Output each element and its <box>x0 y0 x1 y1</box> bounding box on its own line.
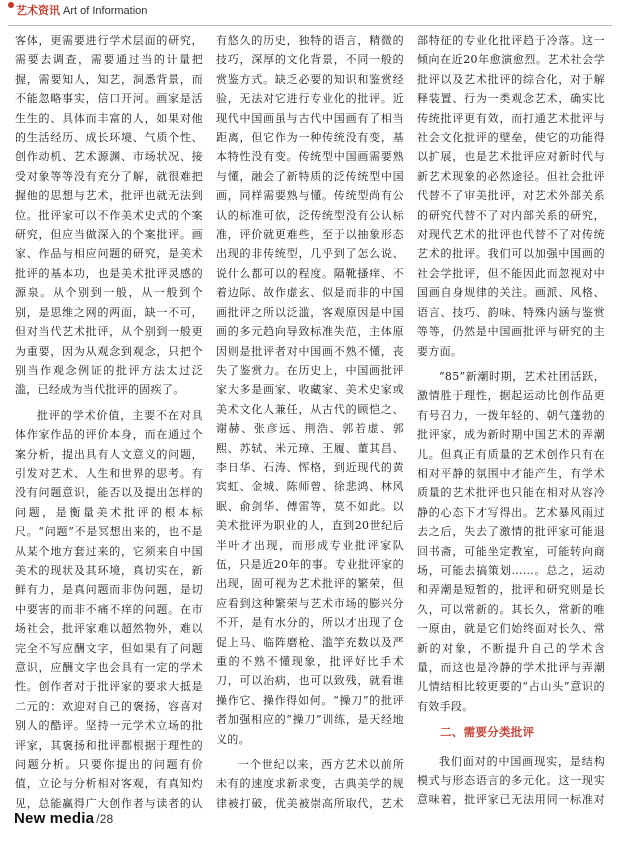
body-paragraph: 部特征的专业化批评趋于冷落。这一倾向在近20年愈演愈烈。艺术社会学批评以及艺术批评的综合化，对于解释装置、行为一类观念艺术，确实比传统批评更有效，而打通艺术批评与社会文化批评的壁垒，使它的功能得以扩展，也是艺术批评应对新时代与新艺术现象的必然途径。但社会批评代替不了审美批评，对艺术外部关系的研究代替不了对内部关系的研究，对现代艺术的批评也代替不了对传统艺术的批评。我们可以加强中国画的社会学批评，但不能因此而忽视对中国画自身规律的关注。画派、风格、语言、技巧、韵味、特殊内涵与鉴赏等等，仍然是中国画批评与研究的主要方面。 <box>417 34 605 358</box>
section-name-cn: 艺术资讯 <box>16 5 60 17</box>
body-paragraph: 我们面对的中国画现实，是结构模式与形态语言的多元化。这一现实意味着，批评家已无法用同一标准对 <box>417 754 605 807</box>
text-column-3 <box>417 31 605 811</box>
text-column-1 <box>15 31 203 811</box>
page-header <box>0 0 620 26</box>
page-number: 28 <box>99 812 114 826</box>
magazine-brand: New media <box>14 810 95 827</box>
body-paragraph: 有悠久的历史，独特的语言，精微的技巧，深厚的文化背景，不同一般的赏鉴方式。缺乏必要的知识和鉴赏经验，无法对它进行专业化的批评。近现代中国画虽与古代中国画有了相当距离，但它作为一种传统没有变，基本特性没有变。传统型中国画需要熟与懂，融会了新特质的泛传统型中国画，同样需要熟与懂。传统型尚有公认的标准可依，泛传统型没有公认标准，评价就更难些，至于以抽象形态出现的非传统型，几乎到了怎么说、说什么都可以的程度。隔靴搔痒、不着边际、故作虚玄、似是而非的中国画批评之所以泛滥，客观原因是中国画的多元趋向导致标准失范，主体原因则是批评者对中国画不熟不懂，丧失了鉴赏力。在历史上，中国画批评家大多是画家、收藏家、美术史家或美术文化人兼任，从古代的顾恺之、谢赫、张彦远、荆浩、郭若虚、郭熙、苏轼、米元璋、王履、董其昌、李日华、石涛、恽格，到近现代的黄宾虹、金城、陈师曾、徐悲鸿、林风眠、俞剑华、傅雷等，莫不如此。以美术批评为职业的人，直到20世纪后半叶才出现，而形成专业批评家队伍，只是近20年的事。专业批评家的出现，固可视为艺术批评的繁荣，但应看到这种繁荣与艺术市场的膨兴分不开，是有水分的，所以才出现了仓促上马、临阵磨枪、滥竽充数以及严重的不熟不懂现象，批评好比手术刀，可以治病，也可以致残，就看谁操作它、操作得如何。“操刀”的批评者加强相应的“操刀”训练，是天经地义的。 <box>216 34 404 746</box>
page-footer <box>14 810 113 834</box>
section-tag <box>16 4 147 18</box>
section-marker-icon <box>8 2 14 8</box>
body-paragraph: 一个世纪以来，西方艺术以前所未有的速度求新求变，古典美学的规律被打破，优美被崇高所取代，艺术 <box>216 758 404 810</box>
header-divider <box>8 25 612 26</box>
body-paragraph: 客体，更需要进行学术层面的研究，需要去调查，需要通过当的计量把握，需要知人，知艺，洞悉背景，而不能忽略事实，信口开河。画家是活生生的、具体而丰富的人，如果对他的生活经历、成长环境、气质个性、创作动机、艺术源渊、市场状况、接受对象等等没有充分了解，就很难把握他的思想与艺术，批评也就无法到位。批评家可以不作美术史式的个案研究，但应当做深入的个案批评。画家、作品与相应问题的研究，是美术批评的基本功，也是美术批评灵感的源泉。从个别到一般，从一般到个别，是思维之网的两面，缺一不可，但对当代艺术批评，从个别到一般更为重要，因为从观念到观念，只把个别当作观念例证的批评方法太过泛滥，已经成为当代批评的固疾了。 <box>15 34 203 397</box>
body-paragraph: “85”新潮时期，艺术社团活跃，激情胜于理性，据起运动比创作品更有号召力，一拨年轻的、朝气蓬勃的批评家，成为新时期中国艺术的弄潮儿。但真正有质量的艺术创作只有在相对平静的氛围中才能产生，有学术质量的艺术批评也只能在相对从容冷静的心态下才写得出。艺术暴风雨过去之后，失去了激情的批评家可能退回书斋，可能坐定教室，可能转向商场，可能去搞策划……。总之，运动和弄潮是短暂的，批评和研究则是长久，可以常新的。其长久，常新的唯一原由，就是它们始终面对长久、常新的对象，不断提升自己的学术含量，而这也是冷静的学术批评与弄潮儿情结相比较更要的“占山头”意识的有效手段。 <box>417 369 605 713</box>
body-paragraph: 批评的学术价值，主要不在对具体作家作品的评价本身，而在通过个案分析，提出具有人文意义的问题，引发对艺术、人生和世界的思考。有没有问题意识，能否以及提出怎样的问题，是衡量美术批评的根本标尺。“问题”不是冥想出来的，也不是从某个地方套过来的，它须来自中国美术的现状及其环境，真切实在，新鲜有力，是真问题而非伪问题，是切中要害的而非不痛不痒的问题。在市场社会，批评家难以超然物外，难以完全不写应酬文字，但如果有了问题意识，应酬文字也会具有一定的学术性。创作者对于批评家的要求大抵是二元的：欢迎对自己的褒扬，容喜对别人的酷评。坚持一元学术立场的批评家，其褒扬和批评都根据于理性的问题分析。只要你提出的问题有价值，立论与分析相对客观，有真知灼见，总能赢得广大创作者与读者的认 <box>15 408 203 810</box>
text-column-2 <box>216 31 404 811</box>
section-heading: 二、需要分类批评 <box>440 727 535 740</box>
footer-separator: / <box>96 811 100 826</box>
section-name-en: Art of Information <box>63 5 148 17</box>
